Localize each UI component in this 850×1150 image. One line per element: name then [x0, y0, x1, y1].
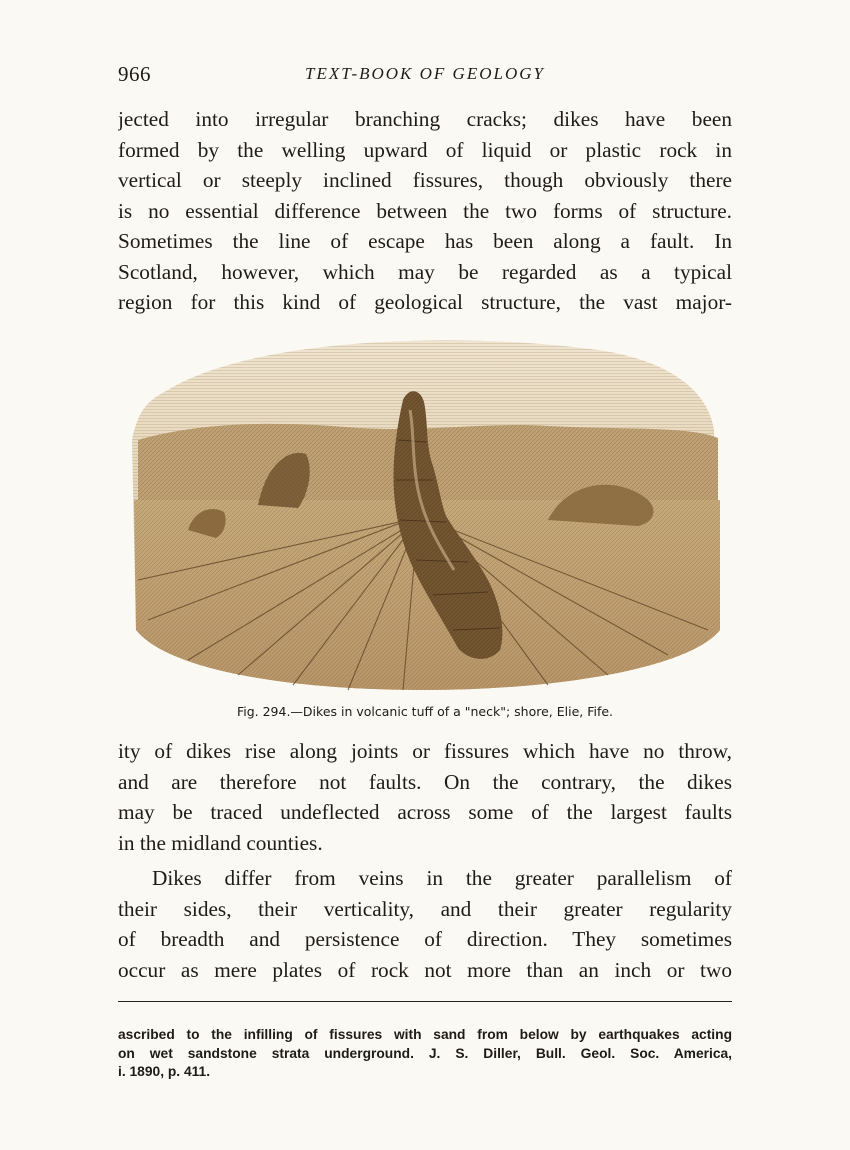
dike-engraving-image: [128, 330, 724, 692]
paragraph-top: [118, 104, 732, 318]
footnote: [118, 1026, 732, 1082]
paragraph-middle: [118, 736, 732, 858]
footnote-line: i. 1890, p. 411.: [118, 1064, 211, 1079]
figure-caption: Fig. 294.—Dikes in volcanic tuff of a "neck"; shore, Elie, Fife.: [236, 704, 614, 719]
text-line: Sometimes the line of escape has been along a fault. In: [118, 229, 732, 253]
text-line: of breadth and persistence of direction. They sometimes: [118, 927, 732, 951]
footnote-rule: [118, 1001, 732, 1002]
text-line: ity of dikes rise along joints or fissures which have no throw,: [118, 739, 732, 763]
text-line: formed by the welling upward of liquid or plastic rock in: [118, 137, 732, 162]
running-title: TEXT-BOOK OF GEOLOGY: [305, 64, 545, 83]
page-number: 966: [118, 62, 151, 86]
text-line: Scotland, however, which may be regarded as a typical: [118, 259, 732, 284]
text-line: is no essential difference between the two forms of structure.: [118, 198, 732, 223]
text-line: in the midland counties.: [118, 830, 323, 855]
figure-illustration: [128, 330, 724, 692]
text-line: region for this kind of geological structure, the vast major-: [118, 290, 732, 314]
footnote-line: on wet sandstone strata underground. J. S. Diller, Bull. Geol. Soc. America,: [118, 1045, 732, 1061]
paragraph-lower: [118, 863, 732, 985]
running-head: [118, 62, 732, 86]
text-line: jected into irregular branching cracks; dikes have been: [118, 107, 732, 131]
text-line: occur as mere plates of rock not more than an inch or two: [118, 957, 732, 982]
text-line: and are therefore not faults. On the contrary, the dikes: [118, 769, 732, 794]
text-line: may be traced undeflected across some of the largest faults: [118, 800, 732, 824]
footnote-line: ascribed to the infilling of fissures with sand from below by earthquakes acting: [118, 1027, 732, 1042]
text-line: their sides, their verticality, and their greater regularity: [118, 896, 732, 921]
text-line: Dikes differ from veins in the greater parallelism of: [152, 866, 732, 890]
text-line: vertical or steeply inclined fissures, though obviously there: [118, 168, 732, 192]
